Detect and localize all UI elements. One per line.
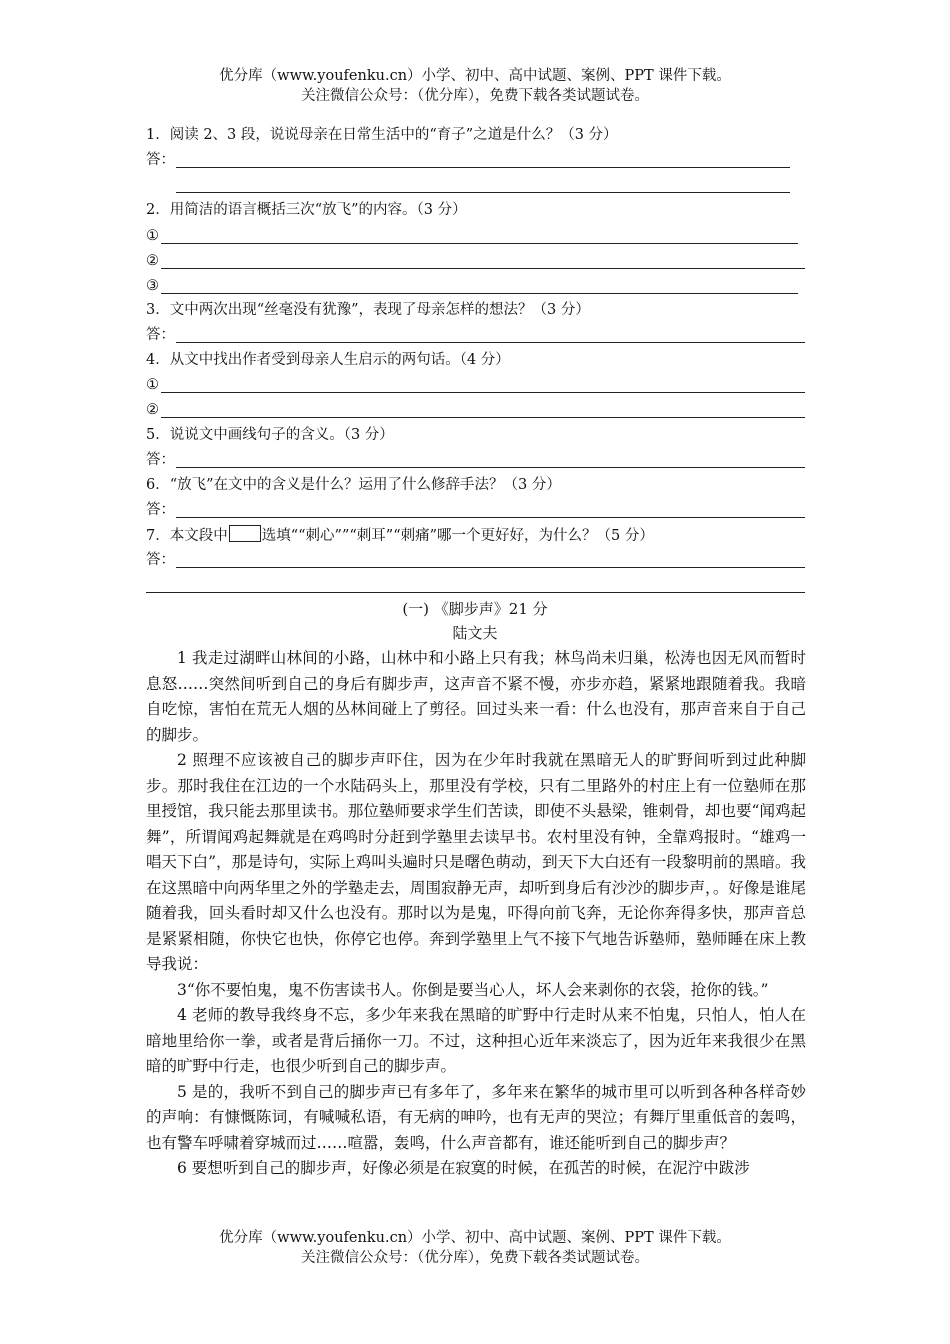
answer-line[interactable]	[176, 342, 805, 343]
answer-line[interactable]	[161, 243, 798, 244]
question-5: 5．说说文中画线句子的含义。（3 分）	[146, 427, 394, 443]
question-7	[146, 525, 654, 546]
answer-label: 答：	[146, 502, 175, 518]
answer-line[interactable]	[161, 293, 798, 294]
circle-label-2: ②	[146, 253, 159, 269]
answer-line[interactable]	[161, 268, 805, 269]
header-line-2: 关注微信公众号：（优分库），免费下载各类试题试卷。	[301, 88, 649, 104]
article-body	[146, 646, 806, 1182]
paragraph: 3“你不要怕鬼，鬼不伤害读书人。你倒是要当心人，坏人会来剥你的衣袋，抢你的钱。”	[177, 980, 769, 999]
paragraph: 6 要想听到自己的脚步声，好像必须是在寂寞的时候，在孤苦的时候，在泥泞中跋涉	[177, 1159, 750, 1177]
footer-line-1: 优分库（www.youfenku.cn）小学、初中、高中试题、案例、PPT 课件下载。	[219, 1230, 731, 1246]
answer-line[interactable]	[176, 567, 805, 568]
paragraph: 2 照理不应该被自己的脚步声吓住，因为在少年时我就在黑暗无人的旷野间听到过此种脚步。那时我住在江边的一个水陆码头上，那里没有学校，只有二里路外的村庄上有一位塾师在那里授馆，我只能去那里读书。那位塾师要求学生们苦读，即使不头悬梁，锥刺骨，却也要“闻鸡起舞”，所谓闻鸡起舞就是在鸡鸣时分赶到学塾里去读早书。农村里没有钟，全靠鸡报时。“雄鸡一唱天下白”，那是诗句，实际上鸡叫头遍时只是曙色萌动，到天下大白还有一段黎明前的黑暗。我在这黑暗中向两华里之外的学塾走去，周围寂静无声，却听到身后有沙沙的脚步声，。好像是谁尾随着我，回头看时却又什么也没有。那时以为是鬼，吓得向前飞奔，无论你奔得多快，那声音总是紧紧相随，你快它也快，你停它也停。奔到学塾里上气不接下气地告诉塾师，塾师睡在床上教导我说：	[146, 751, 806, 973]
section-title: (一) 《脚步声》21 分	[402, 600, 548, 618]
answer-line[interactable]	[176, 517, 805, 518]
answer-line[interactable]	[161, 417, 805, 418]
page-header	[0, 66, 950, 106]
answer-label: 答：	[146, 152, 175, 168]
answer-line[interactable]	[161, 392, 805, 393]
question-2: 2．用简洁的语言概括三次“放飞”的内容。（3 分）	[146, 202, 467, 218]
paragraph: 5 是的，我听不到自己的脚步声已有多年了，多年来在繁华的城市里可以听到各种各样奇妙的声响：有慷慨陈词，有喊喊私语，有无病的呻吟，也有无声的哭泣；有舞厅里重低音的轰鸣，也有警车呼啸着穿城而过……喧嚣，轰鸣，什么声音都有，谁还能听到自己的脚步声？	[146, 1082, 806, 1152]
footer-line-2: 关注微信公众号：（优分库），免费下载各类试题试卷。	[301, 1250, 649, 1266]
question-1: 1．阅读 2、3 段，说说母亲在日常生活中的“育子”之道是什么？（3 分）	[146, 127, 618, 143]
circle-label-3: ③	[146, 278, 159, 294]
answer-line[interactable]	[176, 192, 790, 193]
page-footer	[0, 1228, 950, 1268]
section-author: 陆文夫	[452, 624, 498, 642]
answer-line[interactable]	[176, 467, 805, 468]
header-line-1: 优分库（www.youfenku.cn）小学、初中、高中试题、案例、PPT 课件下载。	[219, 68, 731, 84]
blank-box[interactable]	[229, 525, 261, 542]
paragraph: 4 老师的教导我终身不忘，多少年来我在黑暗的旷野中行走时从来不怕鬼，只怕人，怕人在暗地里给你一拳，或者是背后捅你一刀。不过，这种担心近年来淡忘了，因为近年来我很少在黑暗的旷野中行走，也很少听到自己的脚步声。	[146, 1006, 806, 1075]
question-7-start: 7．本文段中	[146, 528, 228, 544]
answer-label: 答：	[146, 327, 175, 343]
question-3: 3．文中两次出现“丝毫没有犹豫”，表现了母亲怎样的想法？（3 分）	[146, 302, 590, 318]
paragraph: 1 我走过湖畔山林间的小路，山林中和小路上只有我；林鸟尚未归巢，松涛也因无风而暂时息怒……突然间听到自己的身后有脚步声，这声音不紧不慢，亦步亦趋，紧紧地跟随着我。我暗自吃惊，害怕在荒无人烟的丛林间碰上了剪径。回过头来一看：什么也没有，那声音来自于自己的脚步。	[146, 649, 806, 744]
answer-label: 答：	[146, 452, 175, 468]
answer-label: 答：	[146, 552, 175, 568]
circle-label-2: ②	[146, 402, 159, 418]
question-4: 4．从文中找出作者受到母亲人生启示的两句话。（4 分）	[146, 352, 510, 368]
question-6: 6．“放飞”在文中的含义是什么？运用了什么修辞手法？（3 分）	[146, 477, 561, 493]
circle-label-1: ①	[146, 377, 159, 393]
circle-label-1: ①	[146, 228, 159, 244]
answer-line[interactable]	[146, 592, 805, 593]
answer-line[interactable]	[176, 167, 790, 168]
question-7-end: 选填““刺心””“刺耳”“刺痛”哪一个更好好，为什么？（5 分）	[261, 528, 654, 544]
